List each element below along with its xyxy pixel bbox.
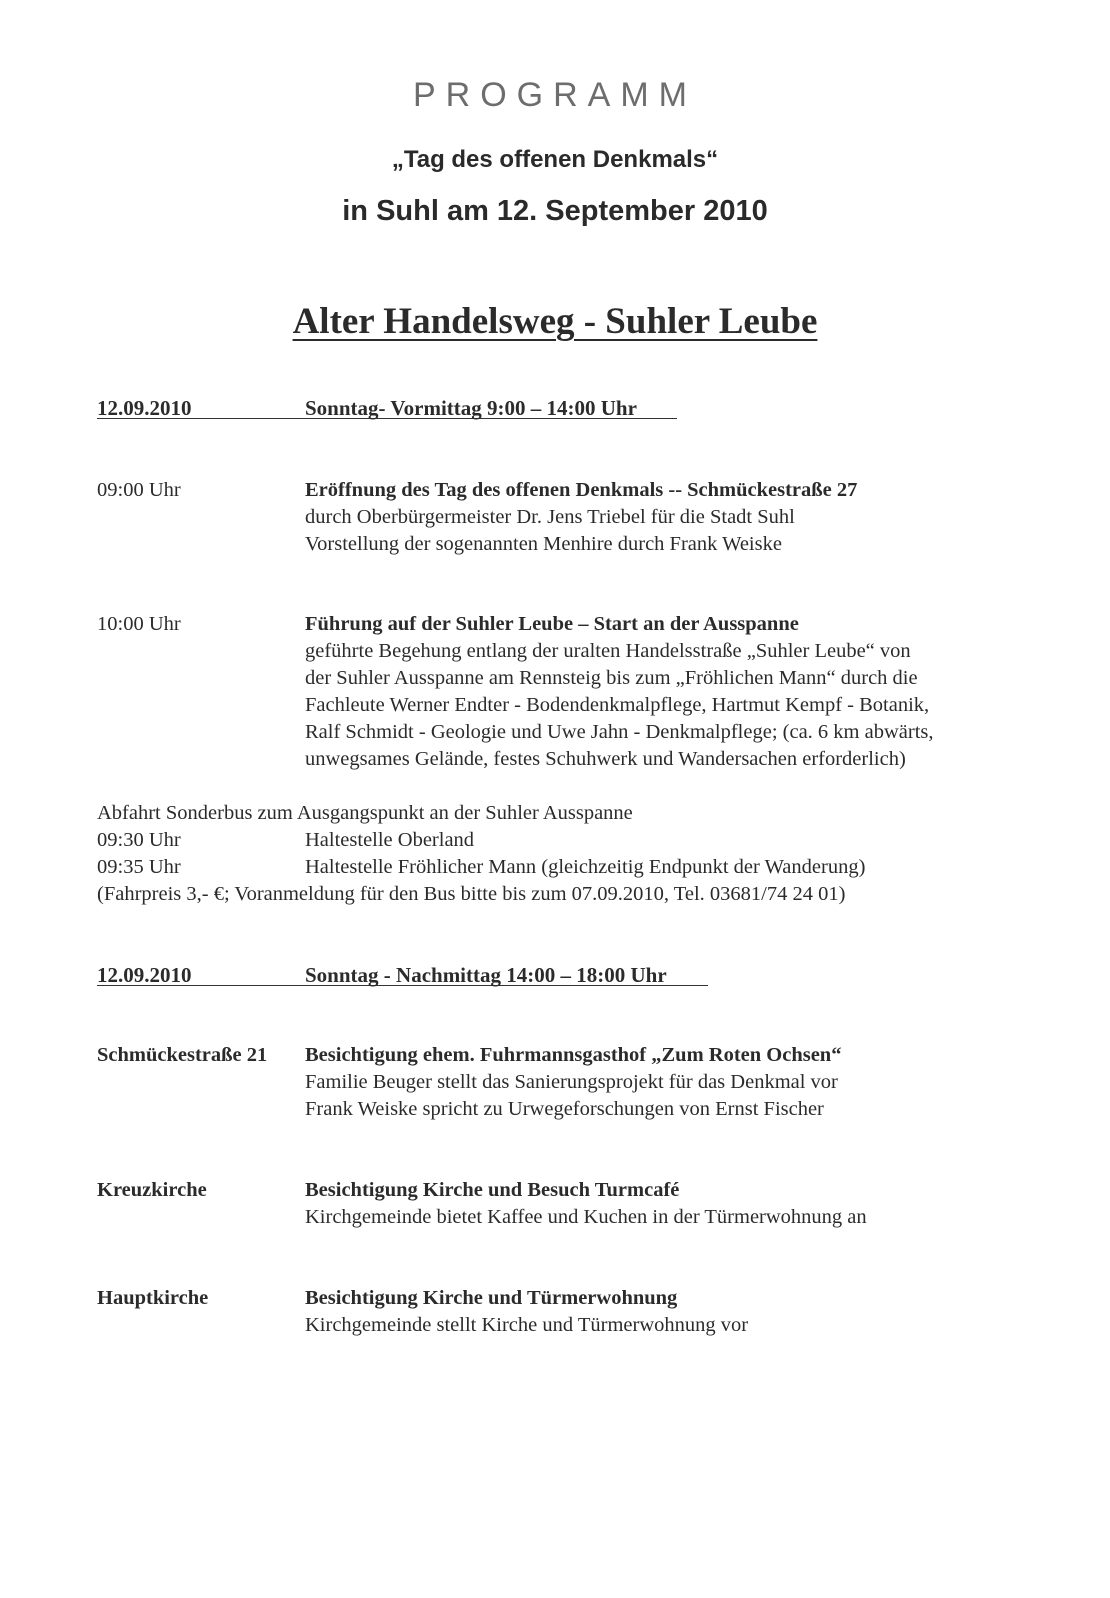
bus-stop-time: 09:35 Uhr [97,856,181,878]
programm-heading: PROGRAMM [413,76,697,114]
page-title: Alter Handelsweg - Suhler Leube [292,301,818,342]
item-time: 10:00 Uhr [97,613,181,635]
item-line: durch Oberbürgermeister Dr. Jens Triebel für die Stadt Suhl [305,506,795,528]
event-name: „Tag des offenen Denkmals“ [391,146,719,173]
afternoon-date: 12.09.2010 [97,963,192,987]
morning-label: Sonntag- Vormittag 9:00 – 14:00 Uhr [305,396,637,420]
item-line: Frank Weiske spricht zu Urwegeforschungen von Ernst Fischer [305,1098,824,1120]
program-item [305,1285,748,1339]
item-heading: Führung auf der Suhler Leube – Start an der Ausspanne [305,613,799,635]
program-item [305,1177,867,1231]
morning-date: 12.09.2010 [97,396,192,420]
item-line: unwegsames Gelände, festes Schuhwerk und Wandersachen erforderlich) [305,748,906,770]
item-line: Fachleute Werner Endter - Bodendenkmalpflege, Hartmut Kempf - Botanik, [305,694,930,716]
bus-stop-place: Haltestelle Oberland [305,829,475,851]
item-time: 09:00 Uhr [97,479,181,501]
item-heading: Besichtigung ehem. Fuhrmannsgasthof „Zum Roten Ochsen“ [305,1044,842,1066]
item-heading: Besichtigung Kirche und Türmerwohnung [305,1287,678,1309]
bus-stop-place: Haltestelle Fröhlicher Mann (gleichzeitig Endpunkt der Wanderung) [305,856,866,878]
item-line: Kirchgemeinde bietet Kaffee und Kuchen in der Türmerwohnung an [305,1206,867,1228]
program-item [305,477,857,558]
bus-stop-time: 09:30 Uhr [97,829,181,851]
item-line: der Suhler Ausspanne am Rennsteig bis zum „Fröhlichen Mann“ durch die [305,667,918,689]
morning-section-header [97,396,677,419]
item-heading: Eröffnung des Tag des offenen Denkmals -- Schmückestraße 27 [305,479,858,501]
item-line: Vorstellung der sogenannten Menhire durch Frank Weiske [305,533,782,555]
afternoon-label: Sonntag - Nachmittag 14:00 – 18:00 Uhr [305,963,667,987]
item-line: Kirchgemeinde stellt Kirche und Türmerwohnung vor [305,1314,749,1336]
item-line: Ralf Schmidt - Geologie und Uwe Jahn - Denkmalpflege; (ca. 6 km abwärts, [305,721,934,743]
bus-intro: Abfahrt Sonderbus zum Ausgangspunkt an der Suhler Ausspanne [97,802,633,824]
bus-note: (Fahrpreis 3,- €; Voranmeldung für den Bus bitte bis zum 07.09.2010, Tel. 03681/74 24 01) [97,883,846,905]
program-item [305,611,934,773]
afternoon-section-header [97,963,708,986]
item-place: Kreuzkirche [97,1179,207,1201]
item-line: Familie Beuger stellt das Sanierungsprojekt für das Denkmal vor [305,1071,838,1093]
item-line: geführte Begehung entlang der uralten Handelsstraße „Suhler Leube“ von [305,640,911,662]
place-date: in Suhl am 12. September 2010 [342,195,768,227]
item-heading: Besichtigung Kirche und Besuch Turmcafé [305,1179,680,1201]
item-place: Schmückestraße 21 [97,1044,268,1066]
item-place: Hauptkirche [97,1287,209,1309]
program-item [305,1042,841,1123]
